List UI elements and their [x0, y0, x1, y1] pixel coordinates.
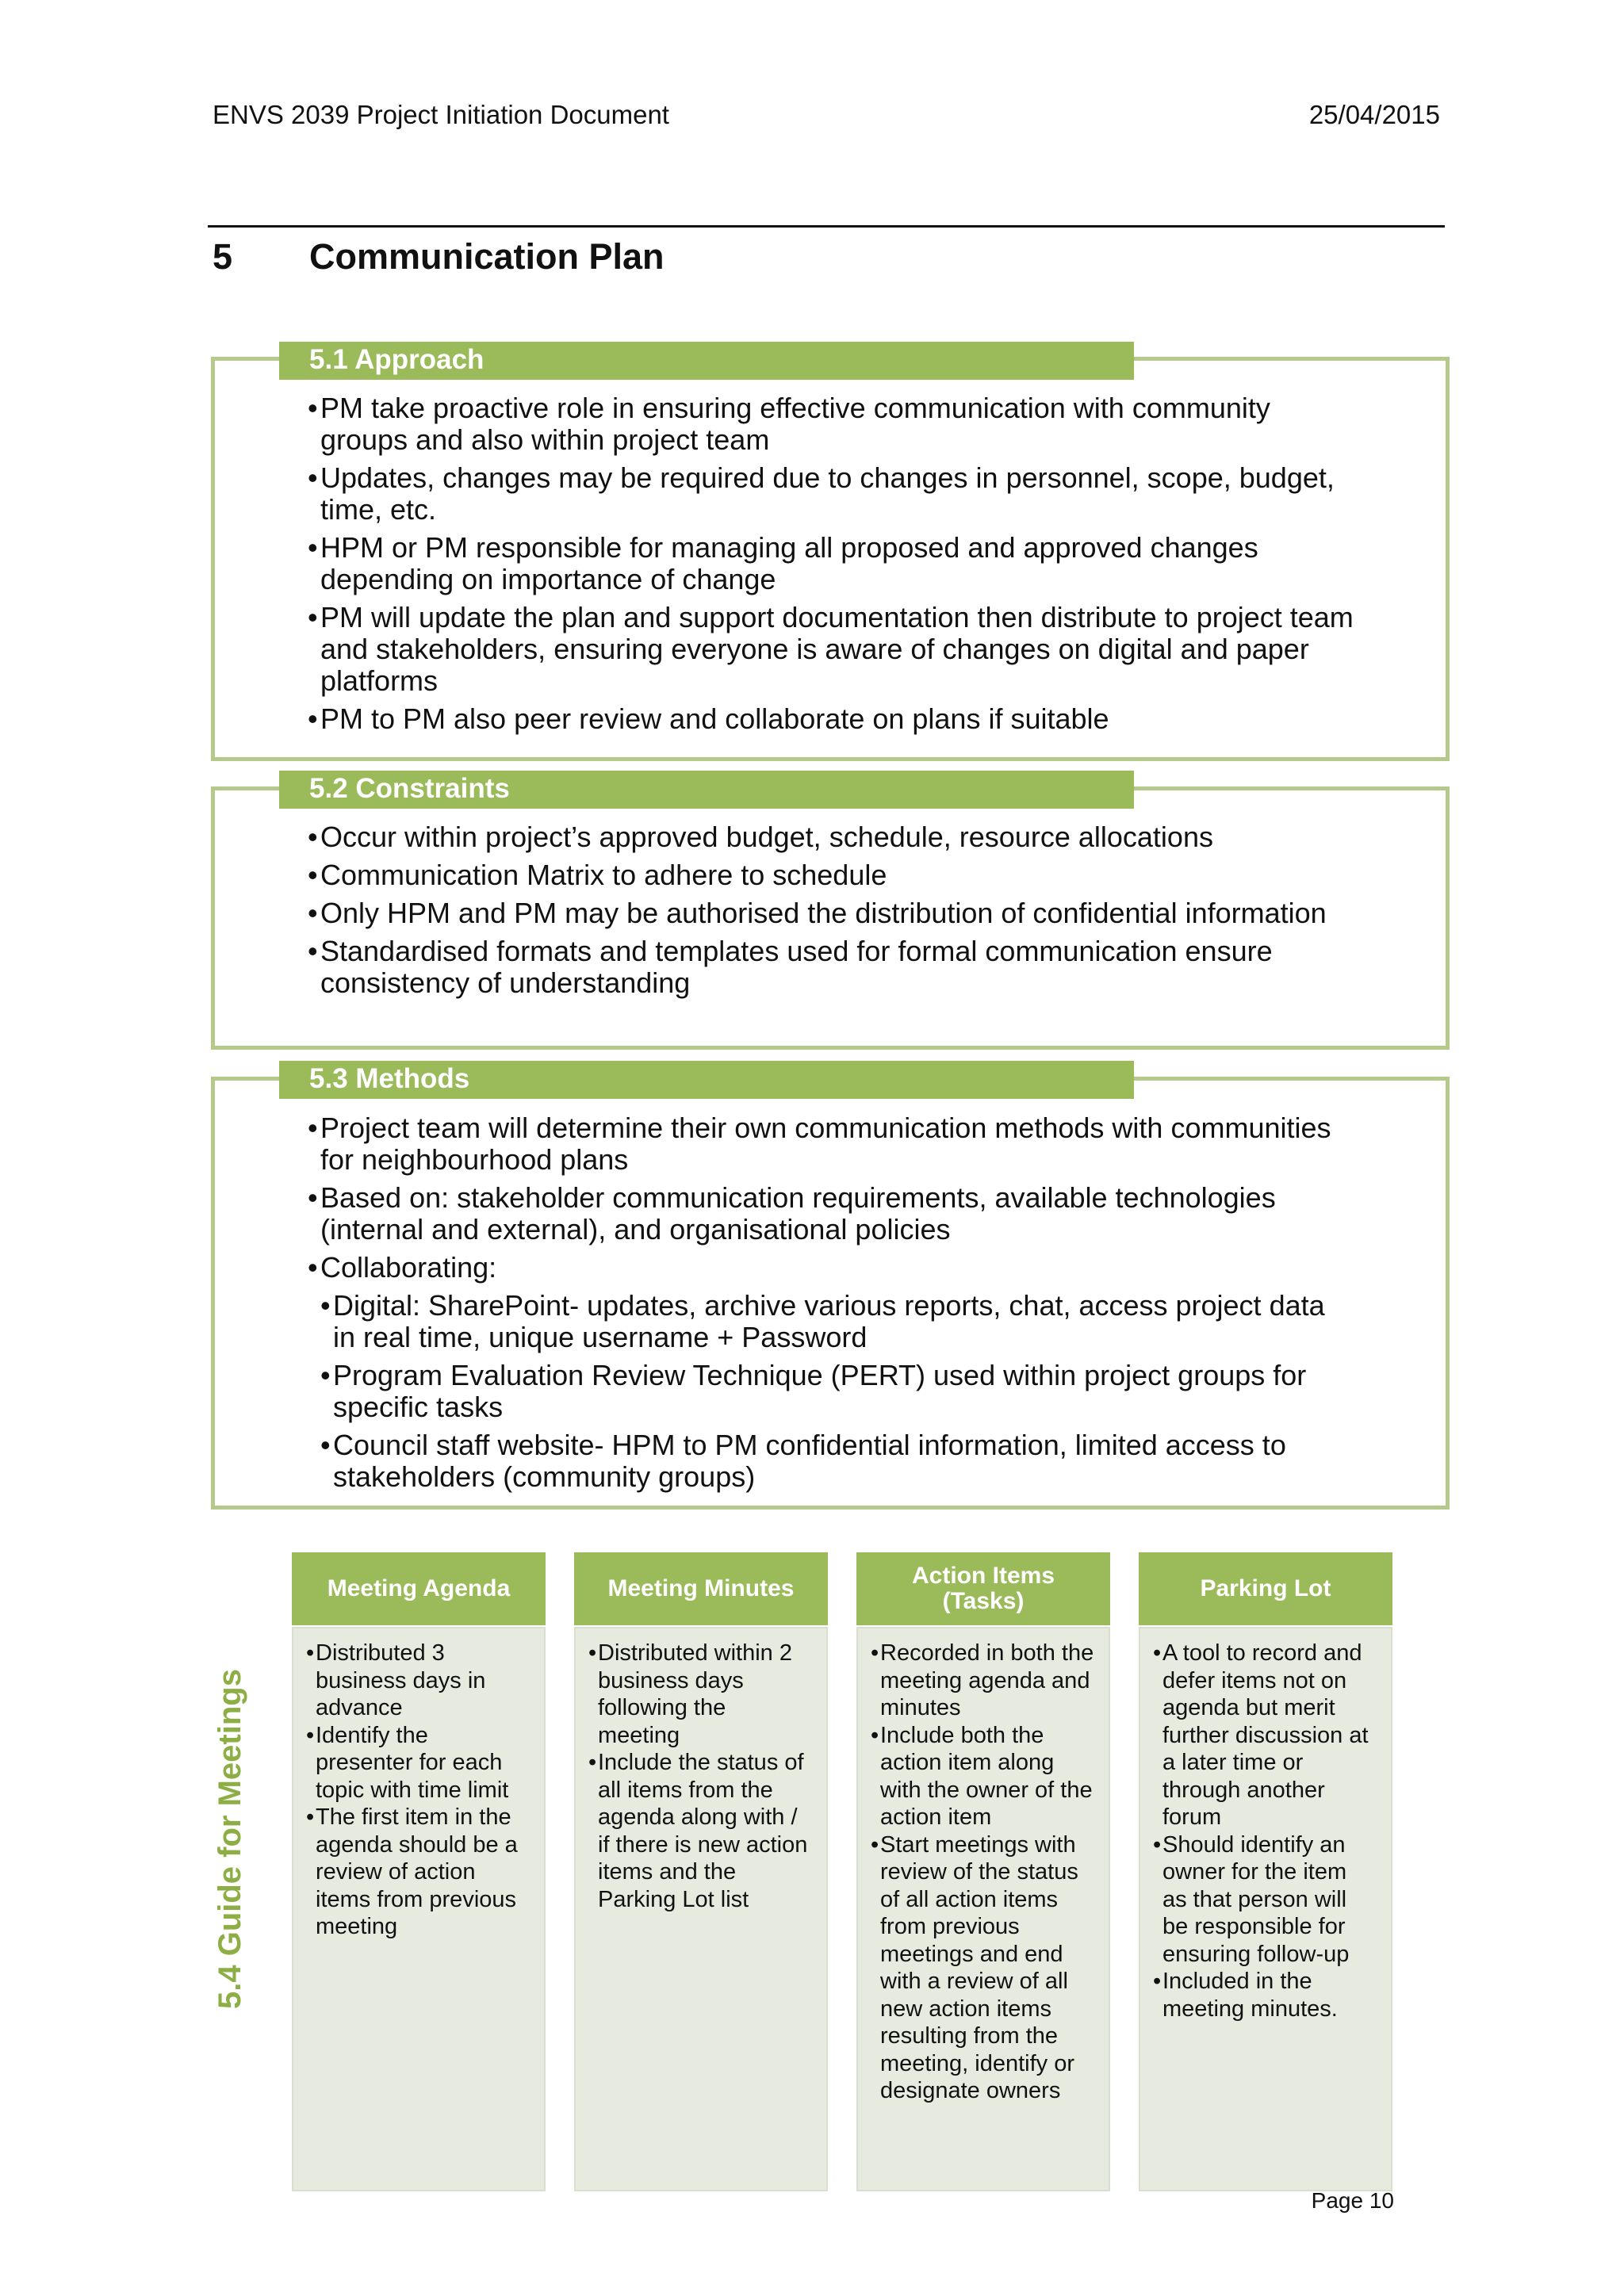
page-number: Page 10 — [1311, 2188, 1394, 2213]
bullet-item: • Occur within project’s approved budget, schedule, resource allocations — [308, 821, 1354, 853]
bullet-item: • Based on: stakeholder communication requirements, available technologies (internal and external), and organisational policies — [308, 1182, 1354, 1246]
methods-bullets — [308, 1112, 1354, 1499]
list-item: • Should identify an owner for the item as that person will be responsible for ensuring follow-up — [1153, 1831, 1377, 1969]
bullet-item: • HPM or PM responsible for managing all proposed and approved changes depending on importance of change — [308, 532, 1354, 595]
constraints-bullets — [308, 821, 1354, 1005]
card-meeting-minutes-body — [574, 1627, 828, 2191]
card-meeting-agenda-body — [292, 1627, 546, 2191]
list-item: • Included in the meeting minutes. — [1153, 1968, 1377, 2022]
sub-bullet-item: • Digital: SharePoint- updates, archive various reports, chat, access project data in real time, unique username + Password — [320, 1290, 1354, 1353]
card-parking-lot-title: Parking Lot — [1139, 1552, 1392, 1625]
bullet-item: • PM will update the plan and support documentation then distribute to project team and stakeholders, ensuring everyone is aware of changes on digital and paper platforms — [308, 602, 1354, 697]
list-item: • Include the status of all items from the agenda along with / if there is new action items and the Parking Lot list — [588, 1749, 812, 1913]
card-meeting-agenda-title: Meeting Agenda — [292, 1552, 546, 1625]
sub-bullet-item: • Program Evaluation Review Technique (PERT) used within project groups for specific tasks — [320, 1360, 1354, 1423]
list-item: • Identify the presenter for each topic with time limit — [306, 1722, 530, 1804]
bullet-item: • Collaborating: — [308, 1252, 1354, 1284]
approach-title: 5.1 Approach — [279, 342, 1134, 380]
document-header-title: ENVS 2039 Project Initiation Document — [213, 100, 669, 129]
card-parking-lot-body — [1139, 1627, 1392, 2191]
meetings-guide-title: 5.4 Guide for Meetings — [213, 1669, 247, 2009]
bullet-item: • Communication Matrix to adhere to schedule — [308, 859, 1354, 891]
bullet-item: • PM take proactive role in ensuring effective communication with community groups and also within project team — [308, 392, 1354, 456]
card-action-items-title: Action Items (Tasks) — [856, 1552, 1110, 1625]
sub-bullet-item: • Council staff website- HPM to PM confidential information, limited access to stakeholders (community groups) — [320, 1429, 1354, 1493]
list-item: • Start meetings with review of the status of all action items from previous meetings and end with a review of all new action items resulting from the meeting, identify or designate owners — [871, 1831, 1094, 2105]
bullet-item: • Only HPM and PM may be authorised the distribution of confidential information — [308, 897, 1354, 929]
list-item: • The first item in the agenda should be a review of action items from previous meeting — [306, 1804, 530, 1941]
constraints-title: 5.2 Constraints — [279, 771, 1134, 809]
bullet-item: • Project team will determine their own communication methods with communities for neighbourhood plans — [308, 1112, 1354, 1176]
bullet-item: • Updates, changes may be required due to changes in personnel, scope, budget, time, etc. — [308, 462, 1354, 526]
bullet-item: • Standardised formats and templates used for formal communication ensure consistency of understanding — [308, 936, 1354, 999]
document-header-date: 25/04/2015 — [1308, 100, 1440, 129]
list-item: • Distributed within 2 business days following the meeting — [588, 1640, 812, 1749]
list-item: • Recorded in both the meeting agenda and minutes — [871, 1640, 1094, 1722]
bullet-item: • PM to PM also peer review and collaborate on plans if suitable — [308, 703, 1354, 735]
approach-bullets — [308, 392, 1354, 741]
section-title: Communication Plan — [309, 236, 665, 277]
list-item: • Distributed 3 business days in advance — [306, 1640, 530, 1722]
card-meeting-minutes-title: Meeting Minutes — [574, 1552, 828, 1625]
card-action-items-body — [856, 1627, 1110, 2191]
section-divider — [208, 225, 1445, 228]
methods-title: 5.3 Methods — [279, 1061, 1134, 1099]
section-number: 5 — [213, 236, 233, 277]
list-item: • A tool to record and defer items not on agenda but merit further discussion at a later time or through another forum — [1153, 1640, 1377, 1831]
list-item: • Include both the action item along with the owner of the action item — [871, 1722, 1094, 1831]
